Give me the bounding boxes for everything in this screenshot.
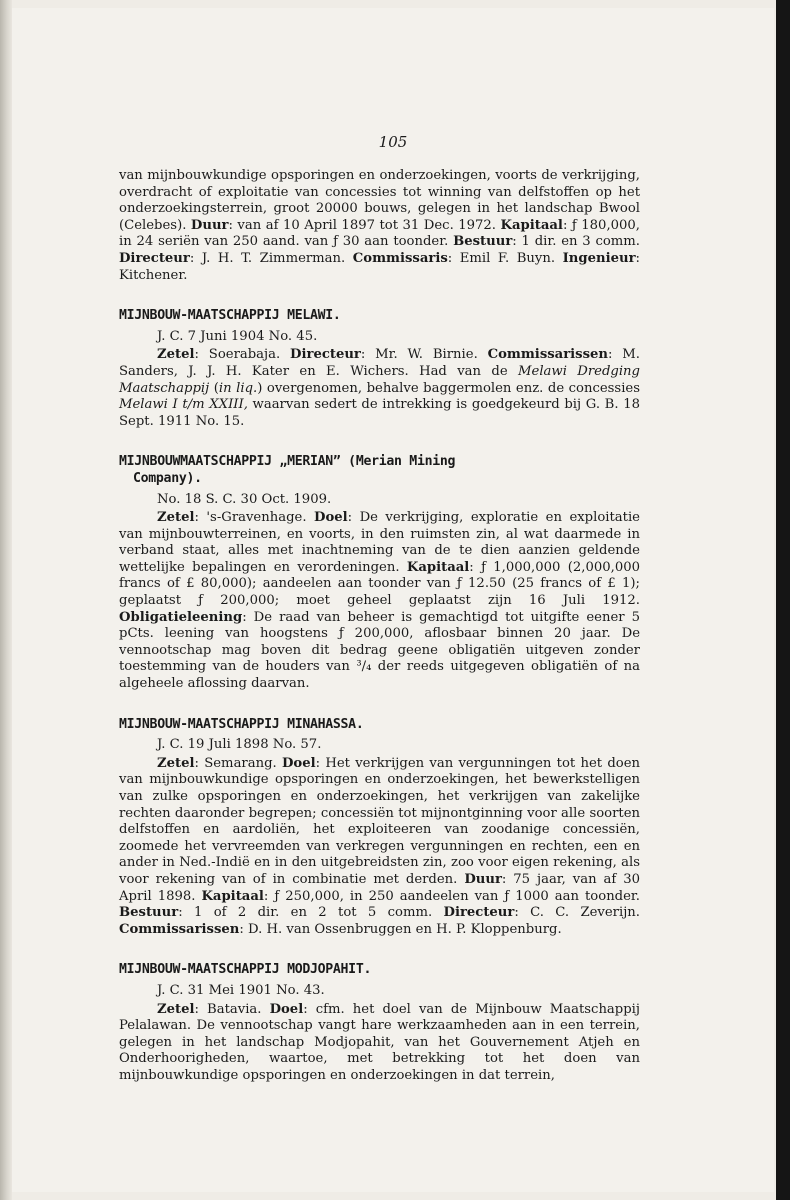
text: : 1 dir. en 3 comm. xyxy=(512,234,640,250)
label-obligatieleening: Obligatieleening xyxy=(119,609,243,625)
text: : 75 jaar, van af 30 April 1898. xyxy=(119,871,641,904)
label-doel: Doel xyxy=(269,1001,304,1017)
text: : cfm. het doel van de Mijnbouw Maatschappij Pelalawan. De vennootschap vangt hare werkzaamheden aan in een terrein, gelegen in het landschap Modjopahit, van het Gouvernement Atjeh en Onderhoorigheden, waartoe, met betrekking tot het doen van mijnbouwkundige opsporingen en onderzoekingen in dat terrein, xyxy=(119,1001,640,1083)
section-heading: MIJNBOUW-MAATSCHAPPIJ MODJOPAHIT. xyxy=(119,962,372,978)
text: : 1 of 2 dir. en 2 tot 5 comm. xyxy=(178,905,433,921)
label-doel: Doel xyxy=(314,510,348,526)
italic-text: Melawi Dredging Maatschappij xyxy=(119,363,640,396)
text: : D. H. van Ossenbruggen en H. P. Kloppenburg. xyxy=(239,921,562,937)
label-kapitaal: Kapitaal xyxy=(500,217,563,233)
section-gap xyxy=(119,284,640,308)
label-commissarissen: Commissarissen xyxy=(487,347,608,363)
label-bestuur: Bestuur xyxy=(453,234,513,250)
text: : ƒ 250,000, in 250 aandeelen van ƒ 1000 aan toonder. xyxy=(263,888,640,904)
label-zetel: Zetel xyxy=(157,510,195,526)
section-body xyxy=(119,756,640,939)
section-modjopahit xyxy=(119,962,640,1084)
book-binding-edge xyxy=(0,0,12,1200)
label-commissaris: Commissaris xyxy=(352,250,448,266)
label-doel: Doel xyxy=(282,755,316,771)
scan-border xyxy=(776,0,790,1200)
text: : C. C. Zeverijn. xyxy=(514,905,640,921)
text: ) overgenomen, behalve baggermolen enz. de concessies xyxy=(257,380,640,396)
section-heading xyxy=(119,454,640,487)
label-zetel: Zetel xyxy=(157,1001,195,1017)
text: ( xyxy=(213,380,219,396)
section-heading: MIJNBOUW-MAATSCHAPPIJ MINAHASSA. xyxy=(119,716,364,732)
label-zetel: Zetel xyxy=(157,347,195,363)
text: : De verkrijging, exploratie en exploitatie van mijnbouwterreinen, en voorts, in den ruimsten zin, al wat daarmede in verband staat, alles met inachtneming van de te dien aanzien geldende wettelijke bepalingen en verordeningen. xyxy=(119,510,640,575)
label-kapitaal: Kapitaal xyxy=(406,559,470,575)
heading-line: Company). xyxy=(133,470,202,486)
section-gap xyxy=(119,430,640,454)
page-number: 105 xyxy=(378,133,408,151)
italic-text: Melawi I t/m XXIII, xyxy=(119,397,248,413)
text: : 's-Gravenhage. xyxy=(194,510,307,526)
section-melawi xyxy=(119,308,640,430)
heading-line: MIJNBOUWMAATSCHAPPIJ „MERIAN” (Merian Mining xyxy=(119,454,456,470)
text: : J. H. T. Zimmerman. xyxy=(189,250,346,266)
text: waarvan sedert de intrekking is goedgekeurd bij G. B. 18 Sept. 1911 No. 15. xyxy=(119,397,640,429)
label-zetel: Zetel xyxy=(157,755,195,771)
text: : De raad van beheer is gemachtigd tot uitgifte eener 5 pCts. leening van hoogstens ƒ 200,000, aflosbaar binnen 20 jaar. De vennootschap mag boven dit bedrag geene obligatiën uitgeven zonder toestemming van de houders van ³/₄ der reeds uitgegeven obligatiën of na algeheele aflossing daarvan. xyxy=(119,609,640,692)
label-directeur: Directeur xyxy=(119,250,190,266)
text: : Kitchener. xyxy=(119,250,640,283)
section-merian xyxy=(119,454,640,692)
section-reference: J. C. 31 Mei 1901 No. 43. xyxy=(157,982,325,998)
text: : Soerabaja. xyxy=(194,347,281,363)
text: : Batavia. xyxy=(194,1001,262,1017)
label-ingenieur: Ingenieur xyxy=(562,250,636,266)
italic-text: in liq. xyxy=(218,380,258,396)
text: van mijnbouwkundige opsporingen en onderzoekingen, voorts de verkrijging, overdracht of exploitatie van concessies tot winning van delfstoffen op het onderzoekingsterrein, groot 20000 bouws, gelegen in het landschap Bwool (Celebes). xyxy=(119,168,640,233)
label-bestuur: Bestuur xyxy=(119,905,179,921)
intro-paragraph xyxy=(119,168,640,284)
section-reference: J. C. 19 Juli 1898 No. 57. xyxy=(157,737,322,753)
section-gap xyxy=(119,693,640,717)
section-reference: J. C. 7 Juni 1904 No. 45. xyxy=(157,328,318,344)
section-body xyxy=(119,1002,640,1085)
section-body xyxy=(119,510,640,693)
text: : van af 10 April 1897 tot 31 Dec. 1972. xyxy=(228,217,497,233)
text: : ƒ 180,000, in 24 seriën van 250 aand. van ƒ 30 aan toonder. xyxy=(119,217,640,250)
label-directeur: Directeur xyxy=(443,905,515,921)
section-heading: MIJNBOUW-MAATSCHAPPIJ MELAWI. xyxy=(119,308,341,324)
label-kapitaal: Kapitaal xyxy=(201,888,264,904)
section-gap xyxy=(119,938,640,962)
text: : Mr. W. Birnie. xyxy=(360,347,478,363)
section-minahassa xyxy=(119,717,640,939)
label-duur: Duur xyxy=(190,217,229,233)
text: : Emil F. Buyn. xyxy=(447,250,556,266)
label-directeur: Directeur xyxy=(290,347,361,363)
label-commissarissen: Commissarissen xyxy=(119,921,240,937)
text: : ƒ 1,000,000 (2,000,000 francs of £ 80,000); aandeelen aan toonder van ƒ 12.50 (25 francs of £ 1); geplaatst ƒ 200,000; moet geheel geplaatst zijn 16 Juli 1912. xyxy=(119,559,640,609)
text: : Het verkrijgen van vergunningen tot het doen van mijnbouwkundige opsporingen en onderzoekingen, het bewerkstelligen van zulke opsporingen en onderzoekingen, het verkrijgen van zakelijke rechten daaronder begrepen; concessiën tot mijnontginning voor alle soorten delfstoffen en aardoliën, het exploiteeren van zoodanige concessiën, zoomede het vervreemden van verkregen vergunningen en rechten, een en ander in Ned.-Indië en in den uitgebreidsten zin, zoo voor eigen rekening, als voor rekening van of in combinatie met derden. xyxy=(119,755,640,887)
text: : M. Sanders, J. J. H. Kater en E. Wichers. Had van de xyxy=(119,347,640,379)
section-body xyxy=(119,347,640,430)
section-reference: No. 18 S. C. 30 Oct. 1909. xyxy=(157,491,332,507)
page-content xyxy=(119,168,640,1085)
text: : Semarang. xyxy=(194,755,277,771)
label-duur: Duur xyxy=(464,871,502,887)
book-page xyxy=(12,8,774,1192)
